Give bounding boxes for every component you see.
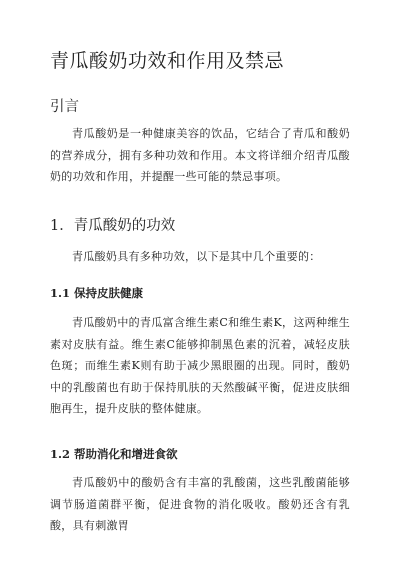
intro-heading: 引言: [50, 99, 79, 115]
subsection-heading-1-2: 1.2 帮助消化和增进食欲: [50, 447, 178, 461]
subsection-1-1-paragraph: 青瓜酸奶中的青瓜富含维生素C和维生素K，这两种维生素对皮肤有益。维生素C能够抑制黑色素的沉着，减轻皮肤色斑；而维生素K则有助于减少黑眼圈的出现。同时，酸奶中的乳酸菌也有助于保持肌肤的天然酸碱平衡，促进皮肤细胞再生，提升皮肤的整体健康。: [50, 316, 350, 415]
section-1-paragraph: 青瓜酸奶具有多种功效，以下是其中几个重要的：: [72, 250, 321, 263]
document-title: 青瓜酸奶功效和作用及禁忌: [50, 50, 285, 72]
section-heading-1: 1．青瓜酸奶的功效: [50, 218, 176, 234]
subsection-heading-1-1: 1.1 保持皮肤健康: [50, 286, 144, 300]
intro-paragraph: 青瓜酸奶是一种健康美容的饮品，它结合了青瓜和酸奶的营养成分，拥有多种功效和作用。本文将详细介绍青瓜酸奶的功效和作用，并提醒一些可能的禁忌事项。: [50, 127, 350, 183]
subsection-1-2-paragraph: 青瓜酸奶中的酸奶含有丰富的乳酸菌，这些乳酸菌能够调节肠道菌群平衡，促进食物的消化吸收。酸奶还含有乳酸，具有刺激胃: [50, 476, 350, 532]
